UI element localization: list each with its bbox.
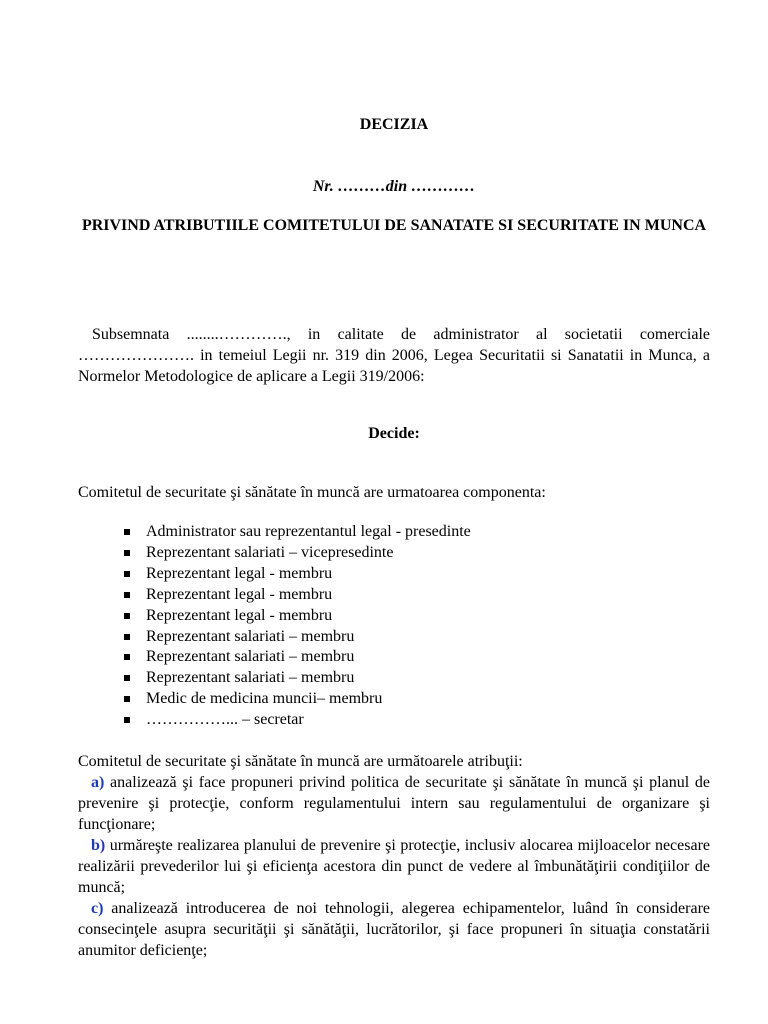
member-label: Reprezentant salariati – membru <box>146 648 355 666</box>
member-label: Reprezentant salariati – membru <box>146 669 355 687</box>
attributions-intro: Comitetul de securitate şi sănătate în muncă are următoarele atribuţii: <box>78 753 523 770</box>
member-label: Administrator sau reprezentantul legal - presedinte <box>146 523 471 540</box>
attribution-item <box>78 772 710 835</box>
square-bullet-icon <box>124 613 130 619</box>
member-list-item <box>122 668 471 689</box>
attribution-letter: a) <box>91 774 105 791</box>
member-list-item <box>122 689 471 710</box>
attribution-letter: b) <box>91 837 106 854</box>
member-list-item <box>122 710 471 731</box>
member-list-item <box>122 627 471 648</box>
square-bullet-icon <box>124 529 130 535</box>
member-list-item <box>122 564 471 585</box>
square-bullet-icon <box>124 675 130 681</box>
square-bullet-icon <box>124 696 130 702</box>
member-list-item <box>122 522 471 543</box>
member-label: Medic de medicina muncii– membru <box>146 690 383 708</box>
member-list-item <box>122 647 471 668</box>
decision-number: Nr. ………din ………… <box>312 178 476 195</box>
member-label: Reprezentant legal - membru <box>146 585 333 603</box>
attribution-text: analizează introducerea de noi tehnologii, alegerea echipamentelor, luând în considerare consecinţele asupra securităţii şi sănătăţii, lucrătorilor, şi face propuneri în situaţia constatării anumitor deficienţe; <box>78 900 710 959</box>
square-bullet-icon <box>124 571 130 577</box>
square-bullet-icon <box>124 654 130 660</box>
decide-heading: Decide: <box>368 425 420 442</box>
member-label: ……………... – secretar <box>146 711 304 729</box>
committee-members-list <box>122 522 471 731</box>
attribution-item <box>78 835 710 898</box>
attribution-text: urmăreşte realizarea planului de prevenire şi protecţie, inclusiv alocarea mijloacelor necesare realizării prevederilor lui şi eficienţa acestora din punct de vedere al îmbunătăţirii condiţiilor de muncă; <box>78 837 710 896</box>
components-intro: Comitetul de securitate şi sănătate în muncă are urmatoarea componenta: <box>78 484 546 501</box>
attribution-item <box>78 898 710 961</box>
attributions-list <box>78 772 710 961</box>
member-list-item <box>122 543 471 564</box>
attribution-text: analizează şi face propuneri privind politica de securitate şi sănătate în muncă şi planul de prevenire şi protecţie, conform regulamentului intern sau regulamentului de organizare şi funcţionare; <box>78 774 710 833</box>
attribution-letter: c) <box>91 900 104 917</box>
member-list-item <box>122 606 471 627</box>
square-bullet-icon <box>124 717 130 723</box>
document-subject: PRIVIND ATRIBUTIILE COMITETULUI DE SANATATE SI SECURITATE IN MUNCA <box>81 217 707 234</box>
member-label: Reprezentant salariati – membru <box>146 627 355 645</box>
member-label: Reprezentant legal - membru <box>146 606 333 624</box>
member-label: Reprezentant salariati – vicepresedinte <box>146 543 394 561</box>
intro-paragraph: Subsemnata ........…………., in calitate de administrator al societatii comerciale …………………. in temeiul Legii nr. 319 din 2006, Legea Securitatii si Sanatatii in Munca, a Normelor Metodologice de aplicare a Legii 319/2006: <box>78 326 710 385</box>
member-list-item <box>122 585 471 606</box>
square-bullet-icon <box>124 550 130 556</box>
square-bullet-icon <box>124 634 130 640</box>
square-bullet-icon <box>124 592 130 598</box>
document-title: DECIZIA <box>359 116 429 133</box>
member-label: Reprezentant legal - membru <box>146 564 333 582</box>
